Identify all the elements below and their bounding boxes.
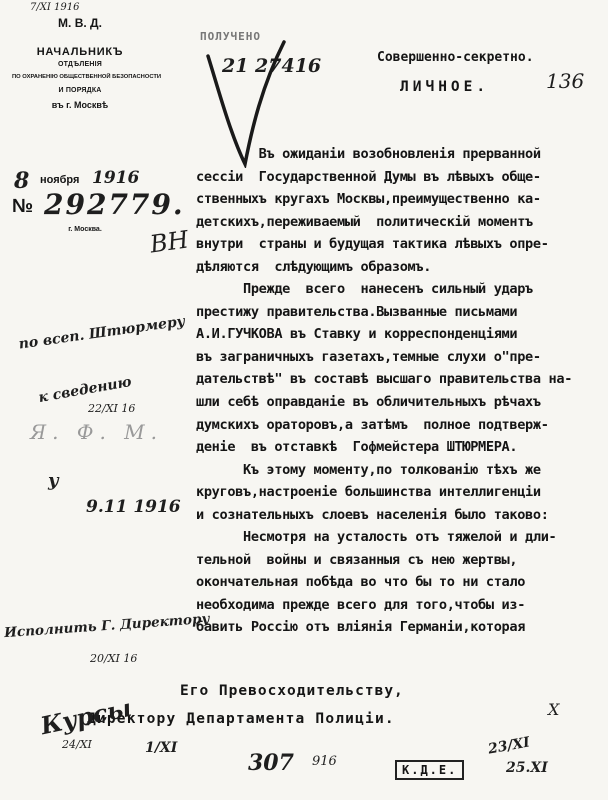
handwritten-faint-note: Я. Ф. М. — [30, 420, 164, 444]
classification-line2: ЛИЧНОЕ. — [400, 79, 490, 95]
handwritten-note-2: к сведению — [37, 373, 133, 407]
body-line: Къ этому моменту,по толкованію тѣхъ же — [196, 461, 541, 478]
letterhead-title: НАЧАЛЬНИКЪ — [36, 46, 124, 58]
body-line: сессіи Государственной Думы въ лѣвыхъ обще- — [196, 168, 541, 185]
handwritten-note-1: по всеп. Штюрмеру — [17, 313, 187, 353]
closing-line2: Директору Департамента Полиціи. — [87, 711, 395, 727]
body-line: дѣляются слѣдующимъ образомъ. — [196, 258, 432, 275]
body-line: тельной войны и связанныя съ нею жертвы, — [196, 551, 518, 568]
bottom-stamp-number-2: 916 — [312, 754, 337, 769]
body-line: дательствѣ" въ составѣ высшаго правительства на- — [196, 371, 573, 388]
bottom-stamp-number: 307 — [248, 750, 294, 776]
handwritten-note-6-date: 20/XI 16 — [90, 652, 138, 665]
body-line: Въ ожиданіи возобновленія прерванной — [196, 146, 541, 162]
body-line: и сознательныхъ слоевъ населенія было таково: — [196, 506, 549, 523]
handwritten-note-9: 23/XI — [486, 734, 532, 758]
letterhead-city-bottom: г. Москва. — [68, 226, 102, 233]
body-line: окончательная побѣда во что бы то ни стало — [196, 574, 526, 591]
body-line: престижу правительства.Вызванные письмами — [196, 303, 518, 320]
body-line: деніе въ отставкѣ Гофмейстера ШТЮРМЕРА. — [196, 439, 518, 456]
handwritten-note-7: Курсы — [37, 692, 135, 741]
letterhead-dept-line3: И ПОРЯДКА — [58, 87, 102, 94]
body-line: Несмотря на усталость отъ тяжелой и дли- — [196, 529, 557, 546]
incoming-stamp-number: 21 27416 — [222, 55, 322, 77]
incoming-stamp-title: ПОЛУЧЕНО — [200, 30, 261, 43]
ministry-abbrev: М. В. Д. — [58, 16, 102, 30]
letterhead-date-month: ноября — [40, 174, 80, 186]
body-line: детскихъ,переживаемый политическій моментъ — [196, 213, 533, 230]
body-line: бавить Россію отъ вліянія Германіи,которая — [196, 619, 526, 636]
body-line: въ заграничныхъ газетахъ,темные слухи о"пре- — [196, 348, 541, 365]
body-line: внутри страны и будущая тактика лѣвыхъ опре- — [196, 236, 549, 253]
body-line: шли себѣ оправданіе въ обличительныхъ рѣчахъ — [196, 394, 541, 411]
letterhead-dept-line2: ПО ОХРАНЕНІЮ ОБЩЕСТВЕННОЙ БЕЗОПАСНОСТИ — [12, 74, 162, 80]
letterhead-dept-line1: ОТДѢЛЕНІЯ — [57, 61, 103, 68]
handwritten-note-4: у — [48, 470, 59, 491]
handwritten-note-5: 9.11 1916 — [86, 497, 181, 517]
letterhead-date-year: 1916 — [92, 168, 140, 188]
handwritten-note-6: Исполнить Г. Директору — [3, 610, 211, 642]
letter-body — [196, 143, 604, 639]
handwritten-note-2-date: 22/XI 16 — [88, 402, 136, 415]
classification-line1: Совершенно-секретно. — [377, 50, 534, 65]
body-line: Прежде всего нанесенъ сильный ударъ — [196, 281, 533, 298]
handwritten-mark: Х — [548, 700, 560, 719]
body-line: необходима прежде всего для того,чтобы из- — [196, 596, 526, 613]
letterhead-date-day: 8 — [14, 168, 30, 194]
handwritten-note-7-date: 24/XI — [62, 738, 92, 751]
letterhead-top-date: 7/XI 1916 — [30, 2, 80, 13]
body-line: А.И.ГУЧКОВА въ Ставку и корреспонденціями — [196, 326, 518, 343]
body-line: ственныхъ кругахъ Москвы,преимущественно ка- — [196, 191, 541, 208]
letterhead-number-prefix: № — [12, 196, 34, 217]
bottom-box-stamp: К.Д.Е. — [395, 760, 464, 780]
page-mark: 136 — [546, 69, 585, 93]
body-line: круговъ,настроеніе большинства интеллигенціи — [196, 484, 541, 501]
body-line: думскихъ ораторовъ,а затѣмъ полное подтверж- — [196, 416, 549, 433]
handwritten-note-10: 25.XI — [506, 760, 548, 776]
handwritten-initials: ВН — [148, 225, 191, 259]
closing-line1: Его Превосходительству, — [180, 683, 404, 699]
letterhead-city-line: въ г. Москвѣ — [51, 100, 109, 110]
handwritten-note-8: 1/XI — [145, 740, 178, 756]
letterhead-number: 292779. — [44, 188, 185, 221]
